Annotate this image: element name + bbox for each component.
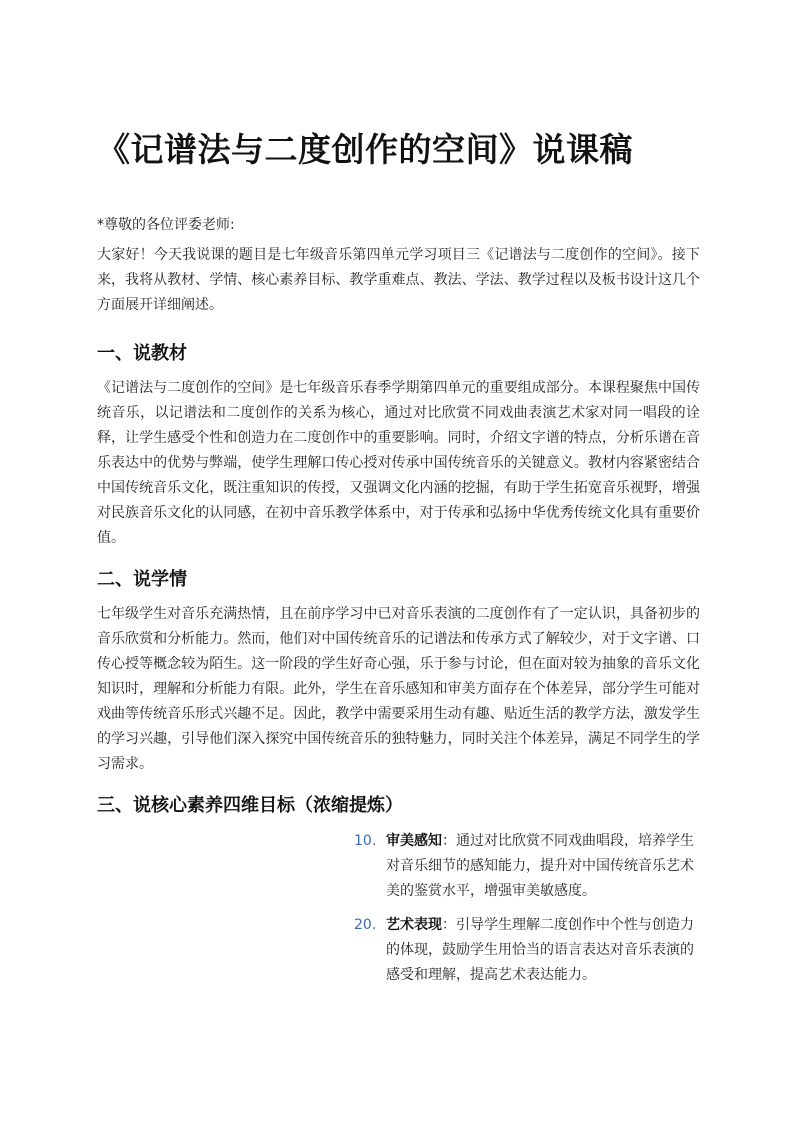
section-heading-students: 二、说学情 [97, 569, 187, 590]
goal-item-aesthetic [354, 829, 700, 904]
goal-term: 艺术表现 [386, 917, 442, 933]
page-title: 《记谱法与二度创作的空间》说课稿 [97, 130, 633, 169]
list-number: 20. [354, 917, 377, 933]
goal-list [354, 829, 700, 997]
section-body-textbook: 《记谱法与二度创作的空间》是七年级音乐春季学期第四单元的重要组成部分。本课程聚焦中国传统音乐，以记谱法和二度创作的关系为核心，通过对比欣赏不同戏曲表演艺术家对同一唱段的诠释，让学生感受个性和创造力在二度创作中的重要影响。同时，介绍文字谱的特点，分析乐谱在音乐表达中的优势与弊端，使学生理解口传心授对传承中国传统音乐的关键意义。教材内容紧密结合中国传统音乐文化，既注重知识的传授，又强调文化内涵的挖掘，有助于学生拓宽音乐视野，增强对民族音乐文化的认同感，在初中音乐教学体系中，对于传承和弘扬中华优秀传统文化具有重要价值。 [97, 380, 700, 546]
goal-item-expression [354, 913, 700, 988]
intro-paragraph: 大家好！今天我说课的题目是七年级音乐第四单元学习项目三《记谱法与二度创作的空间》。接下来，我将从教材、学情、核心素养目标、教学重难点、教法、学法、教学过程以及板书设计这几个方面展开详细阐述。 [97, 247, 700, 313]
goal-text: ：通过对比欣赏不同戏曲唱段，培养学生对音乐细节的感知能力，提升对中国传统音乐艺术美的鉴赏水平，增强审美敏感度。 [386, 833, 694, 899]
section-body-students: 七年级学生对音乐充满热情，且在前序学习中已对音乐表演的二度创作有了一定认识，具备初步的音乐欣赏和分析能力。然而，他们对中国传统音乐的记谱法和传承方式了解较少，对于文字谱、口传心授等概念较为陌生。这一阶段的学生好奇心强，乐于参与讨论，但在面对较为抽象的音乐文化知识时，理解和分析能力有限。此外，学生在音乐感知和审美方面存在个体差异，部分学生可能对戏曲等传统音乐形式兴趣不足。因此，教学中需要采用生动有趣、贴近生活的教学方法，激发学生的学习兴趣，引导他们深入探究中国传统音乐的独特魅力，同时关注个体差异，满足不同学生的学习需求。 [97, 606, 700, 772]
goal-term: 审美感知 [386, 833, 442, 849]
section-heading-textbook: 一、说教材 [97, 343, 187, 364]
goal-text: ：引导学生理解二度创作中个性与创造力的体现，鼓励学生用恰当的语言表达对音乐表演的感受和理解，提高艺术表达能力。 [386, 917, 694, 983]
list-number: 10. [354, 833, 377, 849]
section-heading-goals: 三、说核心素养四维目标（浓缩提炼） [97, 795, 403, 816]
greeting-line: *尊敬的各位评委老师: [97, 217, 235, 233]
